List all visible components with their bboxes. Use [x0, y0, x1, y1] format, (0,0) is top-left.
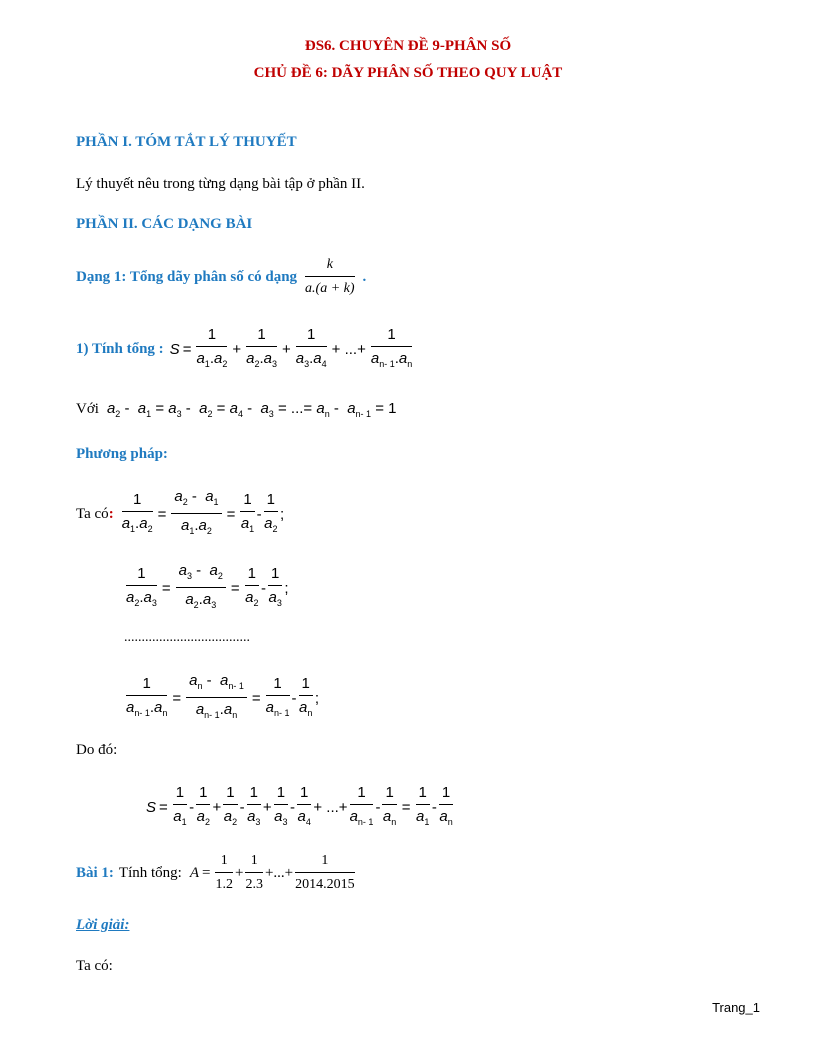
- part1-heading: PHẦN I. TÓM TẮT LÝ THUYẾT: [76, 134, 297, 150]
- bai1-label: Bài 1:: [76, 864, 114, 881]
- dang1-line: Dạng 1: Tổng dãy phân số có dạng $\frac{k}{a.(a + k)}$ .: [76, 257, 367, 296]
- therefore-text: Do đó:: [76, 742, 118, 758]
- document-title: ĐS6. CHUYÊN ĐỀ 9-PHÂN SỐ: [304, 38, 512, 54]
- dang1-label: Dạng 1: Tổng dãy phân số có dạng: [76, 268, 298, 285]
- condition-line: Với $a_2 - a_1 = a_3 - a_2 = a_4 - a_3$ = ...= $a_n - a_{n- 1} = 1$: [76, 400, 397, 419]
- solution-label: Lời giải:: [76, 917, 130, 933]
- sum-definition: 1) Tính tổng : S = $\frac{1}{a_1.a_2}$ + $\frac{1}{a_2.a_3}$ + $\frac{1}{a_3.a_4}$ + ...+ $\frac{1}{a_{n- 1}.a_n}$: [76, 326, 413, 369]
- page-footer: Trang_1: [712, 1000, 760, 1015]
- step1-line: Ta có : $\frac{1}{a_1.a_2}$ = $\frac{a_2 - a_1}{a_1.a_2}$ = $\frac{1}{a_1}$ - $\frac{1}{a_2}$ ;: [76, 488, 285, 536]
- dots-line: ....................................: [124, 630, 250, 645]
- bai1-line: Bài 1: Tính tổng: A = $\frac{1}{1.2}$ + $\frac{1}{2.3}$ + ... + $\frac{1}{2014.2015}$: [76, 853, 355, 892]
- document-subtitle: CHỦ ĐỀ 6: DÃY PHÂN SỐ THEO QUY LUẬT: [253, 65, 563, 81]
- final-sum-line: S = $\frac{1}{a_1}$ - $\frac{1}{a_2}$ + $\frac{1}{a_2}$ - $\frac{1}{a_3}$ + $\frac{1}{a_3}$ - $\frac{1}{a_4}$ + ...+ $\frac{1}{a_{n- 1}}$ - $\frac{1}{a_n}$ = $\frac{1}{a_1}$ - $\frac{1}{a_n}$: [146, 784, 453, 827]
- dang1-fraction: $\frac{k}{a.(a + k)}$: [305, 257, 355, 296]
- method-heading: Phương pháp:: [76, 446, 168, 462]
- we-have-text: Ta có:: [76, 958, 113, 974]
- part1-text: Lý thuyết nêu trong từng dạng bài tập ở phần II.: [76, 176, 365, 192]
- part2-heading: PHẦN II. CÁC DẠNG BÀI: [76, 216, 253, 232]
- step2-line: $\frac{1}{a_2.a_3}$ = $\frac{a_3 - a_2}{a_2.a_3}$ = $\frac{1}{a_2}$ - $\frac{1}{a_3}$ ;: [126, 562, 289, 610]
- item1-label: 1) Tính tổng :: [76, 341, 164, 357]
- stepn-line: $\frac{1}{a_{n- 1}.a_n}$ = $\frac{a_n - a_{n- 1}}{a_{n- 1}.a_n}$ = $\frac{1}{a_{n- 1}}$ - $\frac{1}{a_n}$ ;: [126, 672, 320, 720]
